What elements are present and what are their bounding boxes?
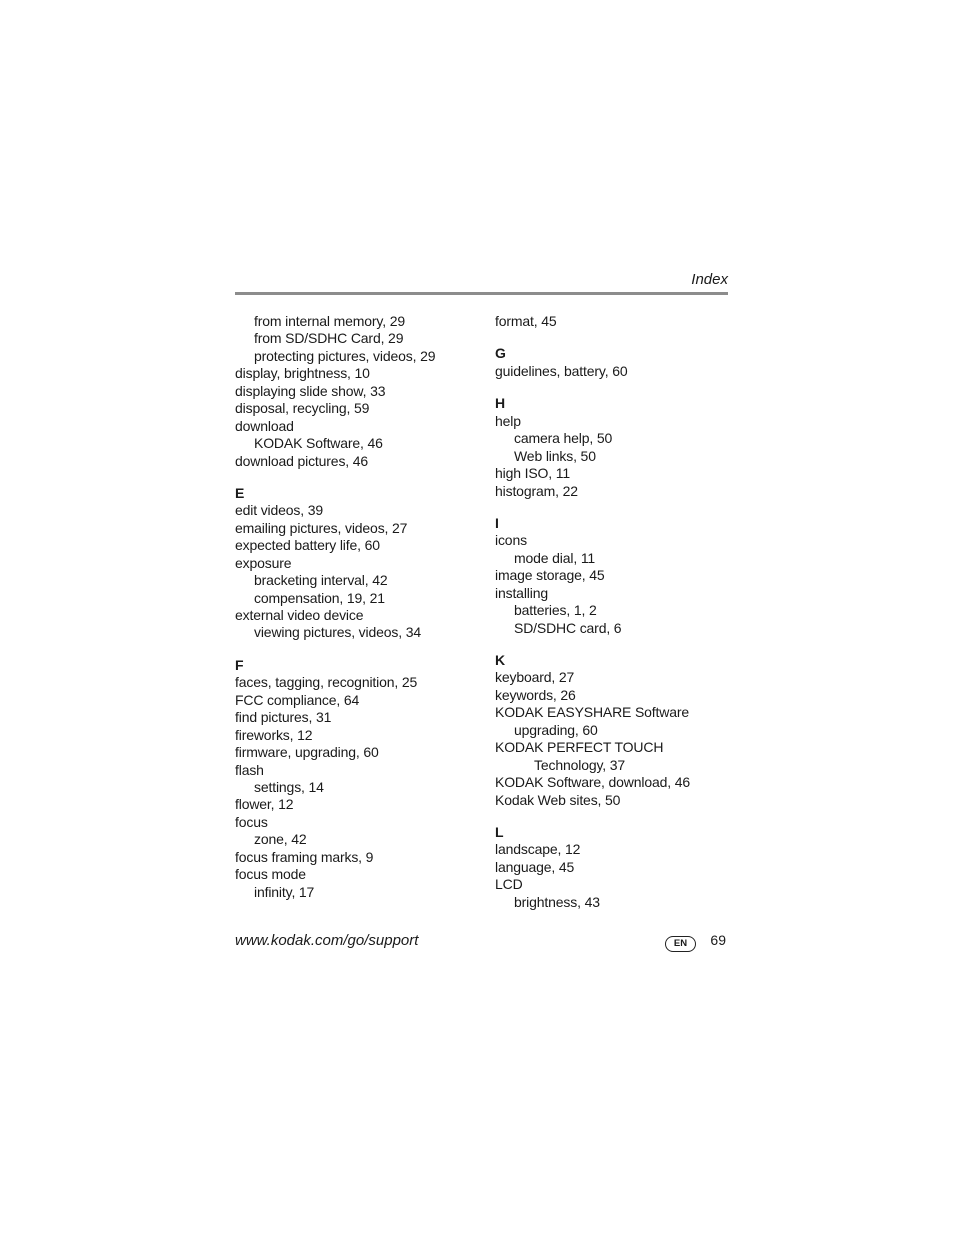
- index-entry: FCC compliance, 64: [235, 691, 360, 708]
- index-entry: firmware, upgrading, 60: [235, 744, 379, 761]
- index-entry: histogram, 22: [495, 482, 578, 499]
- language-badge: EN: [665, 936, 696, 952]
- index-subentry: KODAK Software, 46: [254, 435, 383, 452]
- index-entry: LCD: [495, 876, 523, 893]
- index-entry: download: [235, 417, 294, 434]
- index-subentry: compensation, 19, 21: [254, 589, 385, 606]
- index-entry: exposure: [235, 554, 292, 571]
- index-entry: focus framing marks, 9: [235, 848, 374, 865]
- index-entry: flower, 12: [235, 796, 294, 813]
- index-subentry: viewing pictures, videos, 34: [254, 624, 421, 641]
- index-column-right: [495, 313, 735, 911]
- index-entry: KODAK PERFECT TOUCH: [495, 739, 664, 756]
- index-subentry: infinity, 17: [254, 883, 315, 900]
- index-entry: icons: [495, 532, 527, 549]
- index-subentry: Technology, 37: [534, 756, 626, 773]
- index-entry: displaying slide show, 33: [235, 382, 386, 399]
- index-entry: landscape, 12: [495, 841, 581, 858]
- index-subentry: brightness, 43: [514, 893, 600, 910]
- index-subentry: bracketing interval, 42: [254, 572, 388, 589]
- index-entry: installing: [495, 584, 548, 601]
- index-entry: expected battery life, 60: [235, 537, 380, 554]
- index-entry: help: [495, 412, 521, 429]
- index-entry: guidelines, battery, 60: [495, 362, 628, 379]
- index-entry: KODAK Software, download, 46: [495, 774, 691, 791]
- index-section-letter: F: [235, 656, 244, 673]
- index-entry: external video device: [235, 607, 364, 623]
- index-entry: find pictures, 31: [235, 709, 332, 726]
- index-subentry: mode dial, 11: [514, 549, 596, 566]
- index-section-letter: G: [495, 345, 506, 362]
- index-section-letter: K: [495, 652, 505, 668]
- index-entry: download pictures, 46: [235, 452, 369, 469]
- page-header-title: Index: [691, 271, 728, 288]
- index-entry: keyboard, 27: [495, 669, 575, 686]
- index-entry: disposal, recycling, 59: [235, 400, 370, 417]
- index-entry: high ISO, 11: [495, 465, 570, 482]
- index-entry: faces, tagging, recognition, 25: [235, 674, 418, 691]
- index-entry: edit videos, 39: [235, 502, 324, 519]
- index-entry: focus mode: [235, 866, 306, 883]
- index-subentry: from internal memory, 29: [254, 313, 405, 329]
- index-entry: Kodak Web sites, 50: [495, 791, 621, 808]
- index-subentry: protecting pictures, videos, 29: [254, 347, 436, 364]
- index-subentry: settings, 14: [254, 778, 324, 795]
- index-subentry: camera help, 50: [514, 430, 613, 447]
- index-subentry: zone, 42: [254, 831, 307, 848]
- index-entry: keywords, 26: [495, 686, 576, 703]
- index-subentry: Web links, 50: [514, 447, 596, 464]
- index-entry: display, brightness, 10: [235, 365, 370, 382]
- index-column-left: [235, 313, 475, 901]
- index-section-letter: I: [495, 514, 499, 531]
- index-entry: KODAK EASYSHARE Software: [495, 704, 690, 721]
- index-section-letter: H: [495, 395, 505, 412]
- index-entry: focus: [235, 813, 268, 830]
- index-entry: emailing pictures, videos, 27: [235, 519, 408, 536]
- index-subentry: batteries, 1, 2: [514, 602, 597, 619]
- index-entry: flash: [235, 761, 264, 778]
- page-number: 69: [710, 932, 726, 948]
- index-section-letter: E: [235, 484, 245, 501]
- index-entry: language, 45: [495, 858, 575, 875]
- index-entry: fireworks, 12: [235, 726, 313, 743]
- index-subentry: from SD/SDHC Card, 29: [254, 330, 404, 347]
- index-entry: format, 45: [495, 313, 557, 329]
- index-subentry: upgrading, 60: [514, 721, 598, 738]
- footer-support-url: www.kodak.com/go/support: [235, 932, 419, 949]
- index-section-letter: L: [495, 823, 504, 840]
- header-divider: [235, 292, 728, 295]
- index-entry: image storage, 45: [495, 567, 605, 584]
- index-subentry: SD/SDHC card, 6: [514, 619, 622, 636]
